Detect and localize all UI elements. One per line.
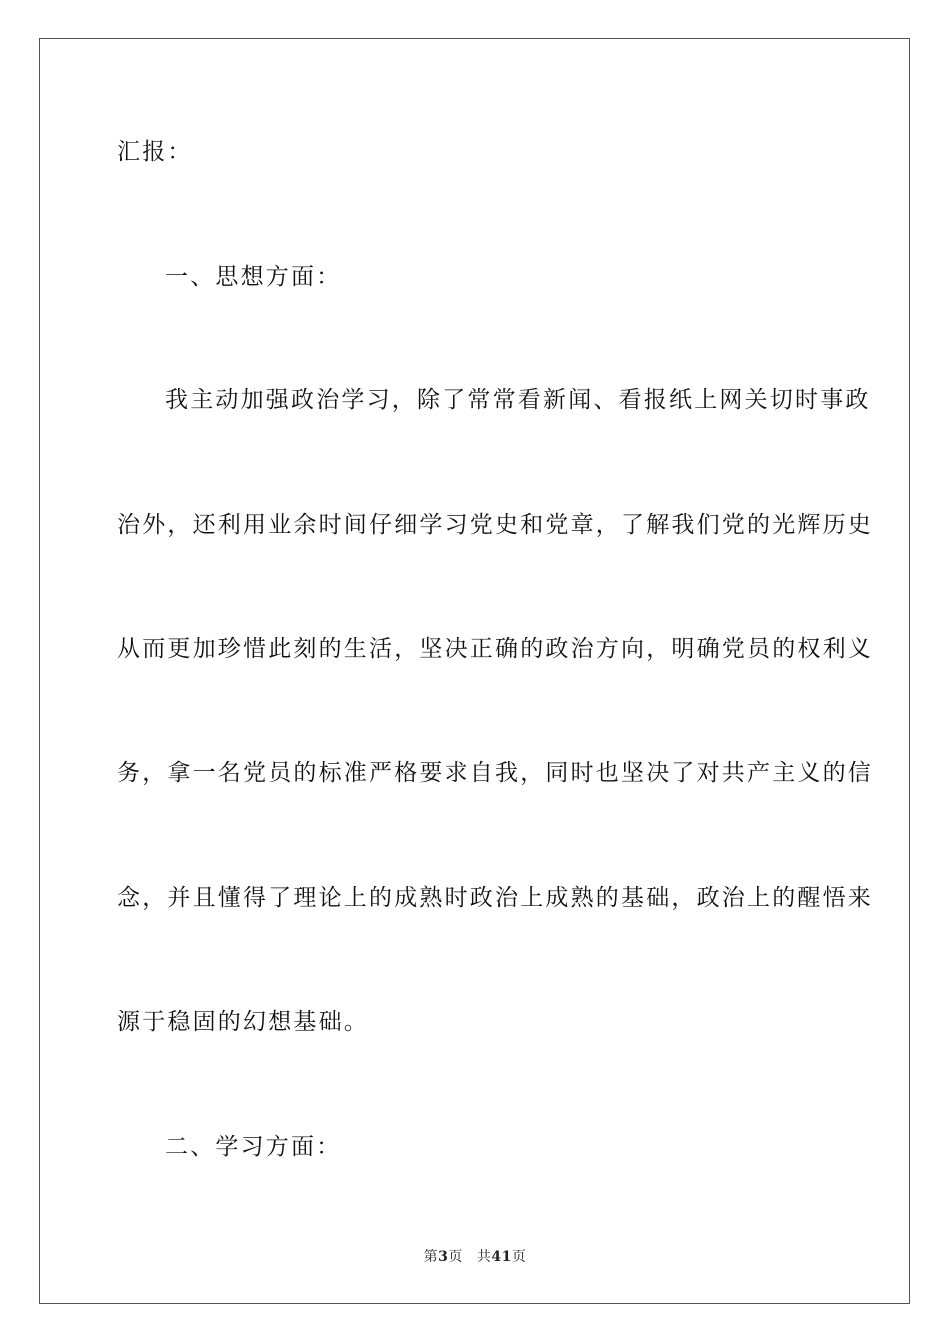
paragraph-line-5: 念，并且懂得了理论上的成熟时政治上成熟的基础，政治上的醒悟来 <box>117 885 873 911</box>
paragraph-line-4: 务，拿一名党员的标准严格要求自我，同时也坚决了对共产主义的信 <box>117 760 873 786</box>
total-prefix: 共 <box>476 1249 492 1265</box>
paragraph-line-6: 源于稳固的幻想基础。 <box>117 1009 369 1035</box>
total-pages: 41 <box>491 1249 512 1265</box>
page-border <box>39 38 910 1304</box>
page-suffix: 页 <box>448 1249 463 1265</box>
heading-thought: 一、思想方面： <box>165 264 342 290</box>
heading-study: 二、学习方面： <box>165 1134 342 1160</box>
page-prefix: 第 <box>423 1249 439 1265</box>
page-number: 3 <box>438 1249 449 1265</box>
total-suffix: 页 <box>511 1249 527 1265</box>
page-footer <box>0 1247 950 1267</box>
paragraph-line-2: 治外，还利用业余时间仔细学习党史和党章，了解我们党的光辉历史 <box>117 512 873 538</box>
paragraph-line-1: 我主动加强政治学习，除了常常看新闻、看报纸上网关切时事政 <box>165 387 871 413</box>
paragraph-line-3: 从而更加珍惜此刻的生活，坚决正确的政治方向，明确党员的权利义 <box>117 636 873 662</box>
text-line-report: 汇报： <box>117 139 193 165</box>
